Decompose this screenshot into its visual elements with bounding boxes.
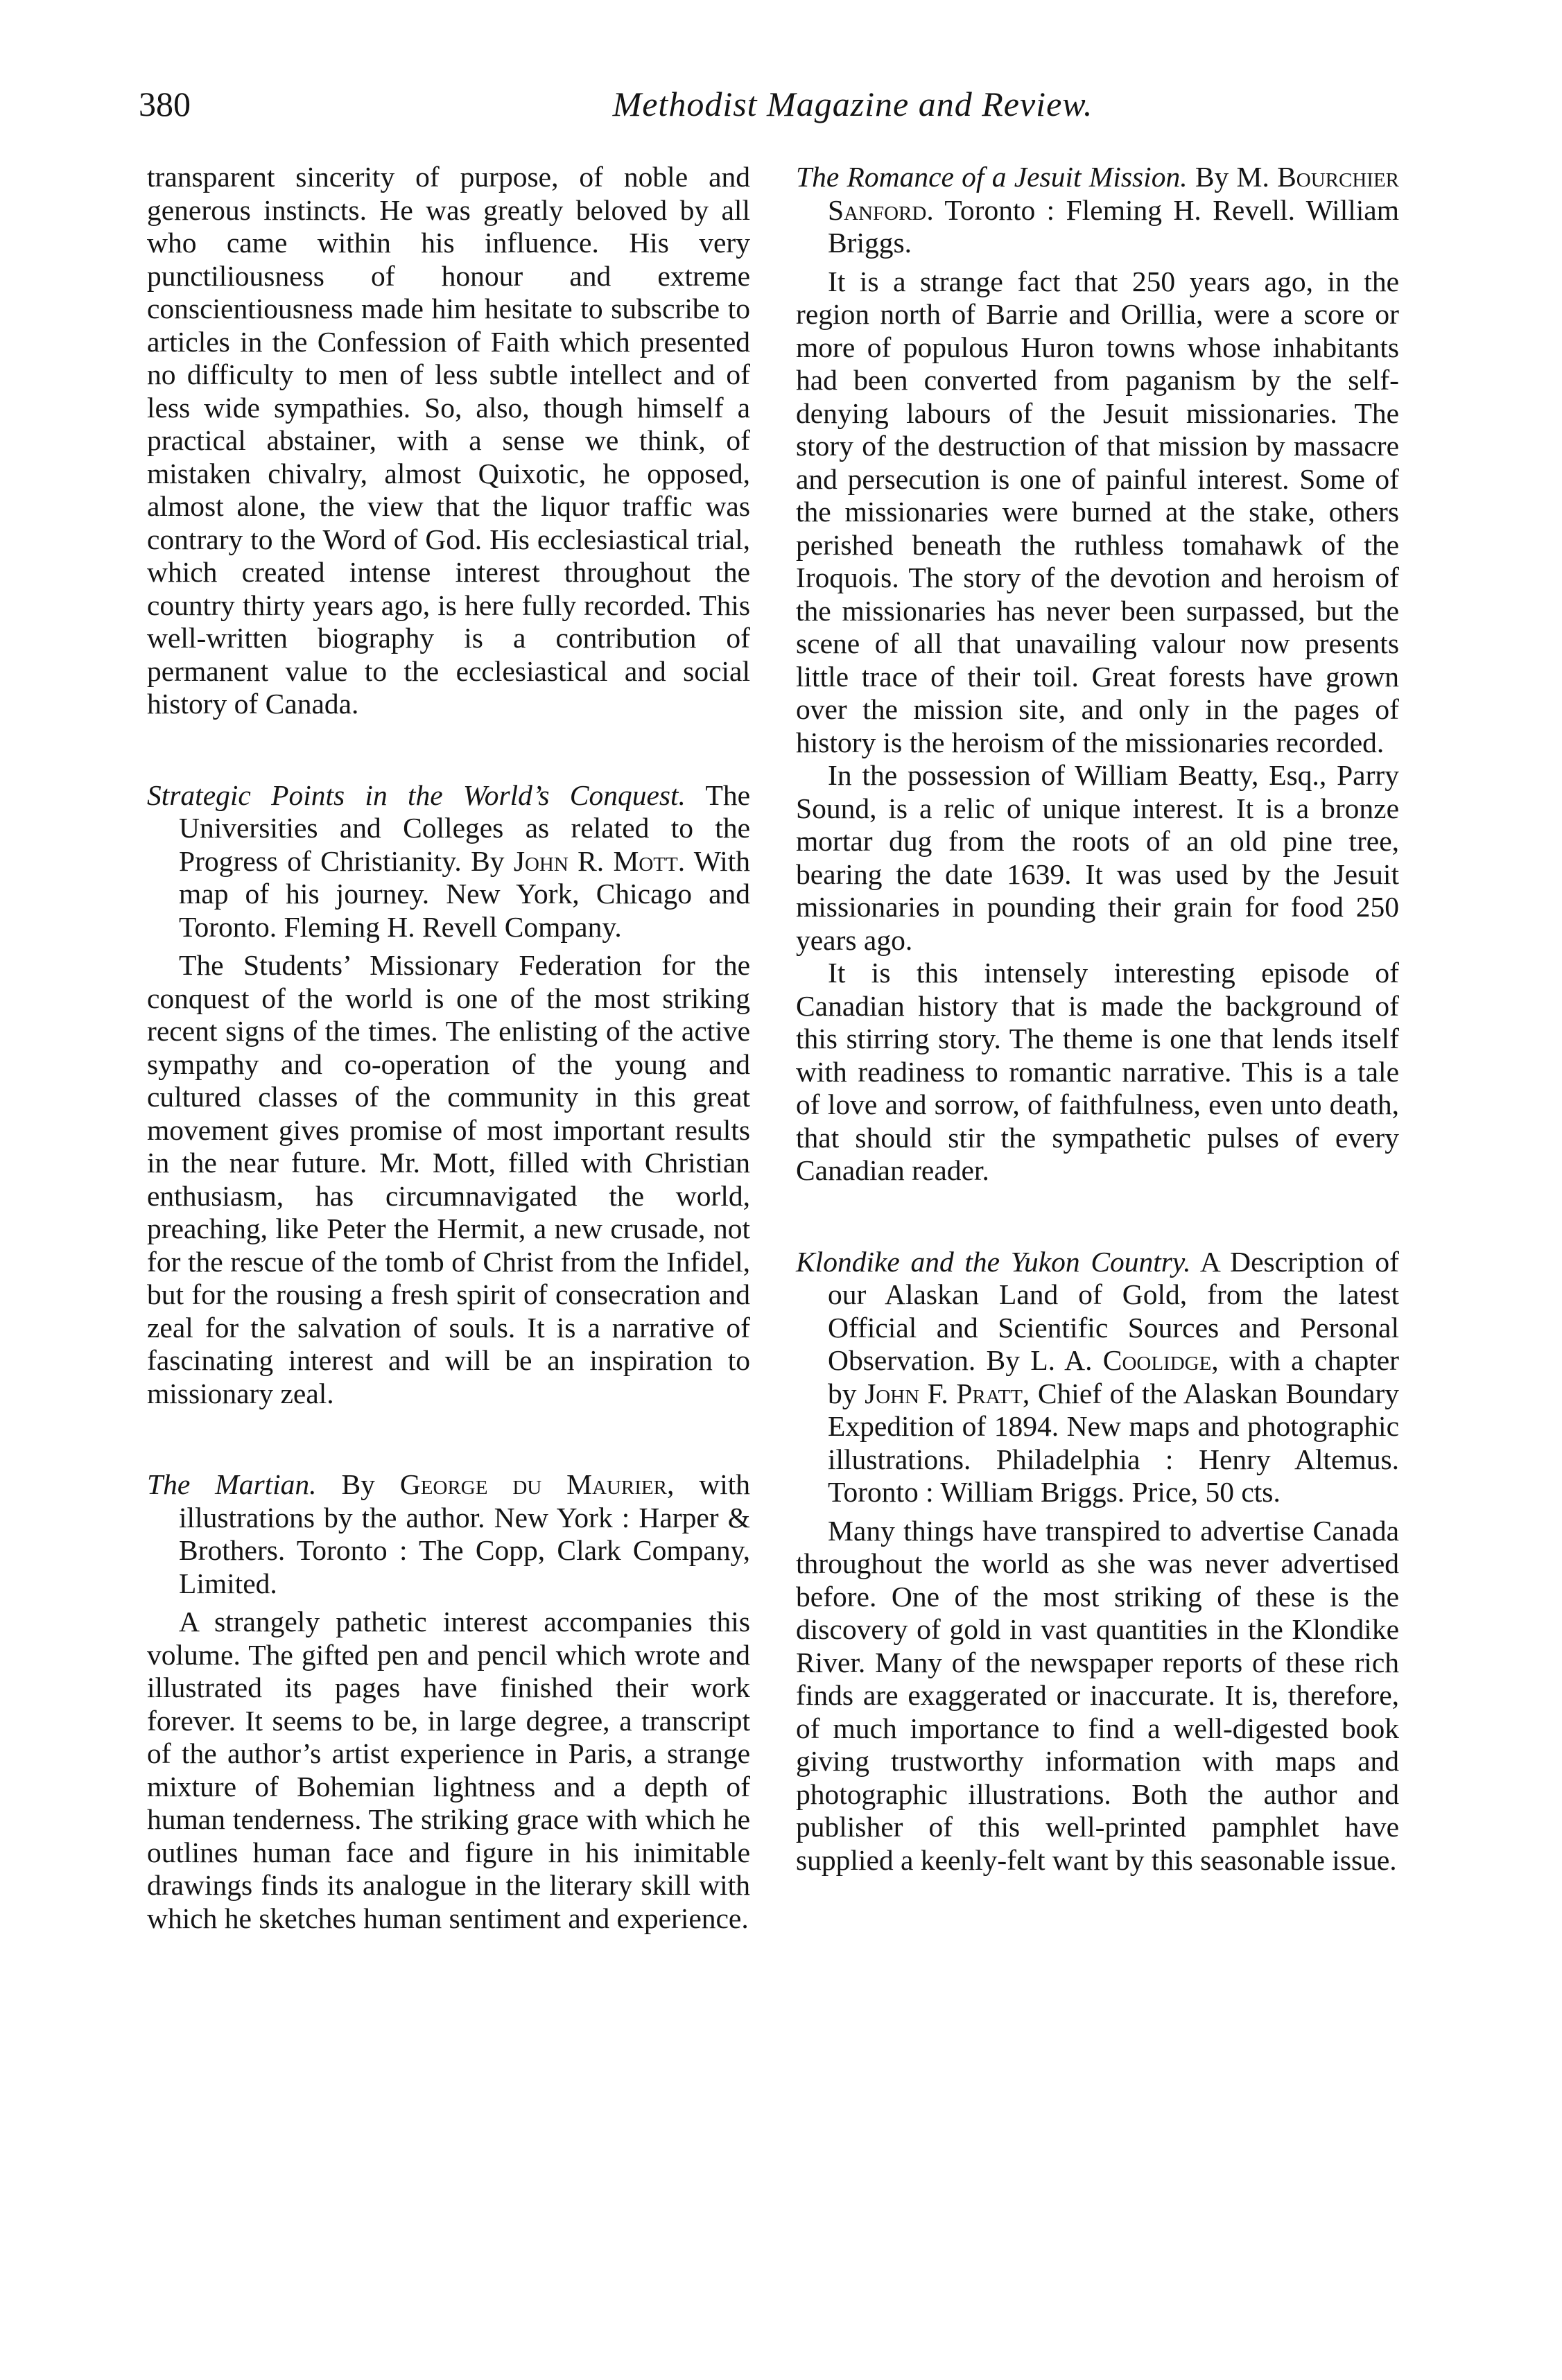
review-body: A strangely pathetic interest accompanies this volume. The gifted pen and pencil which wrote and illustrated its pages have finished their work forever. It seems to be, in large degree, a transcript of the author’s artist experience in Paris, a strange mixture of Bohemian lightness and a depth of human tenderness. The striking grace with which he outlines human face and figure in his inimitable drawings finds its analogue in the literary skill with which he sketches human sentiment and experience. xyxy=(147,1606,750,1934)
review-body: It is a strange fact that 250 years ago, in the region north of Barrie and Orillia, were a score or more of populous Huron towns whose inhabitants had been converted from paganism by the self-denying labours of the Jesuit missionaries. The story of the destruction of that mission by massacre and persecution is one of painful interest. Some of the missionaries were burned at the stake, others perished beneath the ruthless tomahawk of the Iroquois. The story of the devotion and heroism of the missionaries has never been surpassed, but the scene of all that unavailing valour now presents little trace of their toil. Great forests have grown over the mission site, and only in the pages of history is the heroism of the missionaries recorded. xyxy=(796,265,1399,758)
book-title: The Romance of a Jesuit Mission. xyxy=(796,161,1188,193)
review-heading xyxy=(147,779,750,944)
book-description: A Description of our Alaskan Land of Gold, from the latest Official and Scientific Sources and Personal Observation. By xyxy=(828,1245,1400,1376)
book-author: Bourchier Sanford. xyxy=(828,161,1400,226)
review-body: Many things have transpired to advertise Canada throughout the world as she was never advertised before. One of the most striking of these is the discovery of gold in vast quantities in the Klondike River. Many of the newspaper reports of these rich finds are exaggerated or inaccurate. It is, therefore, of much importance to find a well-digested book giving trustworthy information with maps and photographic illustrations. Both the author and publisher of this well-printed pamphlet have supplied a keenly-felt want by this seasonable issue. xyxy=(796,1514,1399,1876)
book-description: The Universities and Colleges as related to the Progress of Christianity. By xyxy=(179,779,750,877)
review-strategic-points xyxy=(147,779,750,1411)
review-body: In the possession of William Beatty, Esq., Parry Sound, is a relic of unique interest. It is a bronze mortar dug from the roots of an old pine tree, bearing the date 1639. It was used by the Jesuit missionaries in pounding their grain for food 250 years ago. xyxy=(796,759,1399,956)
book-description: By M. xyxy=(1195,161,1269,193)
book-publisher: with illustrations by the author. New York : Harper & Brothers. Toronto : The Copp, Clark Company, Limited. xyxy=(179,1468,751,1599)
book-coauthor: John F. Pratt, xyxy=(865,1377,1030,1409)
book-author: John R. Mott. xyxy=(513,844,686,877)
book-publisher: Chief of the Alaskan Boundary Expedition of 1894. New maps and photographic illustrations. Philadelphia : Henry Altemus. Toronto : William Briggs. Price, 50 cts. xyxy=(828,1377,1400,1508)
review-heading xyxy=(796,1246,1399,1509)
left-column xyxy=(147,161,750,1935)
review-klondike xyxy=(796,1246,1399,1877)
review-body: It is this intensely interesting episode of Canadian history that is made the background of this stirring story. The theme is one that lends itself with readiness to romantic narrative. This is a tale of love and sorrow, of faithfulness, even unto death, that should stir the sympathetic pulses of every Canadian reader. xyxy=(796,957,1399,1186)
book-description: with a chapter by xyxy=(828,1344,1400,1409)
book-author: L. A. Coolidge, xyxy=(1030,1344,1219,1376)
right-column xyxy=(796,161,1399,1877)
book-title: Klondike and the Yukon Country. xyxy=(796,1245,1191,1278)
book-title: Strategic Points in the World’s Conquest. xyxy=(147,779,686,811)
running-title: Methodist Magazine and Review. xyxy=(612,85,1093,123)
page-number: 380 xyxy=(139,85,191,123)
review-heading xyxy=(147,1468,750,1600)
review-the-martian xyxy=(147,1468,750,1935)
page-header xyxy=(139,76,1442,132)
review-romance-jesuit-mission xyxy=(796,161,1399,1188)
book-author: George du Maurier, xyxy=(399,1468,675,1500)
continued-review-text: transparent sincerity of purpose, of noble and generous instincts. He was greatly beloved by all who came within his influence. His very punctiliousness of honour and extreme conscientiousness made him hesitate to subscribe to articles in the Confession of Faith which presented no difficulty to men of less subtle intellect and of less wide sympathies. So, also, though himself a practical abstainer, with a sense we think, of mistaken chivalry, almost Quixotic, he opposed, almost alone, the view that the liquor traffic was contrary to the Word of God. His ecclesiastical trial, which created intense interest throughout the country thirty years ago, is here fully recorded. This well-written biography is a contribution of permanent value to the ecclesiastical and social history of Canada. xyxy=(147,161,750,720)
book-title: The Martian. xyxy=(147,1468,317,1500)
book-description: By xyxy=(341,1468,375,1500)
review-heading xyxy=(796,161,1399,260)
book-publisher: With map of his journey. New York, Chicago and Toronto. Fleming H. Revell Company. xyxy=(179,844,751,943)
review-body: The Students’ Missionary Federation for the conquest of the world is one of the most striking recent signs of the times. The enlisting of the active sympathy and co-operation of the young and cultured classes of the community in this great movement gives promise of most important results in the near future. Mr. Mott, filled with Christian enthusiasm, has circumnavigated the world, preaching, like Peter the Hermit, a new crusade, not for the rescue of the tomb of Christ from the Infidel, but for the rousing a fresh spirit of consecration and zeal for the salvation of souls. It is a narrative of fascinating interest and will be an inspiration to missionary zeal. xyxy=(147,949,750,1409)
book-publisher: Toronto : Fleming H. Revell. William Briggs. xyxy=(828,193,1399,259)
